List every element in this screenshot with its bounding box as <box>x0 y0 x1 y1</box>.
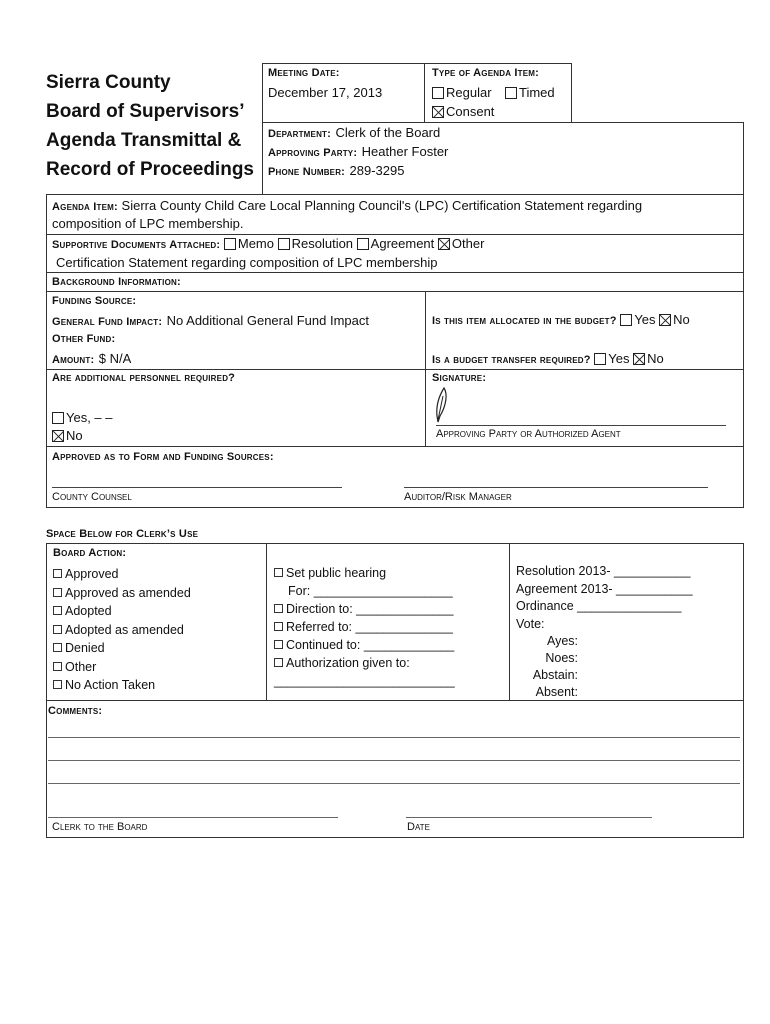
auditor-line[interactable] <box>404 487 708 488</box>
approving-party-value: Heather Foster <box>361 144 449 159</box>
supportive-docs-row <box>52 236 484 251</box>
vote-abstain: Abstain: <box>532 668 578 682</box>
no-label: No <box>673 312 690 327</box>
personnel-no-checkbox[interactable] <box>52 430 64 442</box>
comment-line[interactable] <box>48 737 740 738</box>
for-item[interactable]: For: ____________________ <box>288 584 453 598</box>
form-title <box>46 68 254 184</box>
supportive-docs-label: Supportive Documents Attached: <box>52 239 221 251</box>
direction-checkbox[interactable] <box>274 604 283 613</box>
board-action-text: Adopted as amended <box>65 622 184 637</box>
meeting-date-value: December 17, 2013 <box>268 85 383 100</box>
agenda-type-timed[interactable] <box>505 85 555 100</box>
authorization-checkbox[interactable] <box>274 658 283 667</box>
mid-item-text: Set public hearing <box>286 566 387 580</box>
agenda-type-regular[interactable] <box>432 85 492 100</box>
personnel-no-row[interactable] <box>52 428 83 443</box>
phone-label: Phone Number: <box>268 166 346 178</box>
resolution-label: Resolution <box>291 236 354 251</box>
authorization-item[interactable] <box>274 654 455 672</box>
board-action-list <box>53 565 191 695</box>
signature-line[interactable] <box>436 425 726 426</box>
general-fund-label: General Fund Impact: <box>52 316 163 328</box>
amount-row <box>52 350 131 368</box>
amount-label: Amount: <box>52 354 95 366</box>
direction-item[interactable] <box>274 600 455 618</box>
county-counsel-line[interactable] <box>52 487 342 488</box>
comment-line[interactable] <box>48 760 740 761</box>
personnel-yes-row[interactable] <box>52 410 113 425</box>
funding-source-label: Funding Source: <box>52 295 137 307</box>
department-value: Clerk of the Board <box>335 125 441 140</box>
regular-checkbox[interactable] <box>432 87 444 99</box>
title-line: Agenda Transmittal & <box>46 130 242 151</box>
title-line: Board of Supervisors’ <box>46 101 245 122</box>
timed-checkbox[interactable] <box>505 87 517 99</box>
board-action-text: Denied <box>65 641 105 655</box>
vote-label: Vote: <box>516 616 545 631</box>
other-checkbox[interactable] <box>438 238 450 250</box>
agreement-label: Agreement <box>370 236 435 251</box>
denied-checkbox[interactable] <box>53 643 62 652</box>
set-hearing-checkbox[interactable] <box>274 568 283 577</box>
agreement-number[interactable]: Agreement 2013- ___________ <box>516 581 693 596</box>
agenda-item-line2: composition of LPC membership. <box>52 216 244 231</box>
agenda-item-text: Sierra County Child Care Local Planning Council's (LPC) Certification Statement regarding <box>121 198 643 213</box>
board-action-item[interactable] <box>53 621 191 640</box>
department-label: Department: <box>268 128 331 140</box>
adopted-checkbox[interactable] <box>53 606 62 615</box>
adopted-amended-checkbox[interactable] <box>53 625 62 634</box>
mid-item-text: Referred to: ______________ <box>286 620 453 634</box>
budget-allocated-yes-checkbox[interactable] <box>620 314 632 326</box>
title-line: Sierra County <box>46 72 171 93</box>
personnel-question: Are additional personnel required? <box>52 372 236 384</box>
general-fund-row <box>52 312 369 330</box>
referred-checkbox[interactable] <box>274 622 283 631</box>
date-line[interactable] <box>406 817 652 818</box>
no-label: No <box>647 351 664 366</box>
quill-pen-icon <box>432 386 450 424</box>
consent-checkbox[interactable] <box>432 106 444 118</box>
board-action-item[interactable] <box>53 676 191 695</box>
agenda-type-label: Type of Agenda Item: <box>432 67 540 79</box>
approved-checkbox[interactable] <box>53 569 62 578</box>
memo-checkbox[interactable] <box>224 238 236 250</box>
board-action-item[interactable] <box>53 639 191 658</box>
other-fund-label: Other Fund: <box>52 333 116 345</box>
budget-allocated-question: Is this item allocated in the budget? <box>432 315 617 327</box>
agenda-item-line1 <box>52 198 642 213</box>
comments-label: Comments: <box>48 705 103 717</box>
phone-row <box>268 162 404 180</box>
timed-label: Timed <box>519 85 555 100</box>
signature-caption: Approving Party or Authorized Agent <box>436 428 621 440</box>
yes-label: Yes <box>608 351 630 366</box>
authorization-line[interactable]: __________________________ <box>274 674 455 688</box>
approved-amended-checkbox[interactable] <box>53 588 62 597</box>
signature-label: Signature: <box>432 372 487 384</box>
budget-transfer-question: Is a budget transfer required? <box>432 354 591 366</box>
approving-party-label: Approving Party: <box>268 147 358 159</box>
approved-label: Approved as to Form and Funding Sources: <box>52 451 274 463</box>
referred-item[interactable] <box>274 618 455 636</box>
budget-transfer-no-checkbox[interactable] <box>633 353 645 365</box>
county-counsel-label: County Counsel <box>52 491 132 503</box>
auditor-label: Auditor/Risk Manager <box>404 491 512 503</box>
budget-transfer-yes-checkbox[interactable] <box>594 353 606 365</box>
vote-ayes: Ayes: <box>546 634 578 648</box>
clerk-label: Clerk to the Board <box>52 821 148 833</box>
budget-allocated-no-checkbox[interactable] <box>659 314 671 326</box>
board-action-text: Approved as amended <box>65 585 191 600</box>
background-label: Background Information: <box>52 276 181 288</box>
board-action-item[interactable] <box>53 584 191 603</box>
no-action-checkbox[interactable] <box>53 680 62 689</box>
ordinance-number[interactable]: Ordinance _______________ <box>516 599 682 613</box>
vote-absent: Absent: <box>535 685 578 699</box>
comment-line[interactable] <box>48 783 740 784</box>
approving-party-row <box>268 143 448 161</box>
title-line: Record of Proceedings <box>46 159 254 180</box>
yes-label: Yes <box>634 312 656 327</box>
personnel-yes-checkbox[interactable] <box>52 412 64 424</box>
agreement-checkbox[interactable] <box>357 238 369 250</box>
clerk-signature-line[interactable] <box>48 817 338 818</box>
board-action-item[interactable] <box>53 602 191 621</box>
mid-item-text: Continued to: _____________ <box>286 638 455 652</box>
mid-item-text: Authorization given to: <box>286 656 410 670</box>
board-action-text: Approved <box>65 567 119 581</box>
continued-checkbox[interactable] <box>274 640 283 649</box>
board-action-item[interactable] <box>53 565 191 584</box>
resolution-number[interactable]: Resolution 2013- ___________ <box>516 564 691 578</box>
set-hearing-item[interactable] <box>274 564 455 582</box>
date-label: Date <box>407 821 430 833</box>
clerk-mid-list <box>274 564 455 690</box>
phone-value: 289-3295 <box>349 163 405 178</box>
board-action-text: No Action Taken <box>65 678 156 692</box>
continued-item[interactable] <box>274 636 455 654</box>
general-fund-value: No Additional General Fund Impact <box>166 313 369 328</box>
vote-list <box>516 633 578 701</box>
budget-allocated-row <box>432 312 690 327</box>
board-action-item[interactable] <box>53 658 191 677</box>
board-action-label: Board Action: <box>53 547 127 559</box>
board-action-text: Adopted <box>65 604 112 618</box>
other-label: Other <box>451 236 485 251</box>
agenda-item-label: Agenda Item: <box>52 201 118 213</box>
supportive-docs-other-text: Certification Statement regarding composition of LPC membership <box>56 255 438 270</box>
amount-value: $ N/A <box>98 351 132 366</box>
consent-label: Consent <box>446 104 495 119</box>
clerk-right-list <box>516 563 693 633</box>
budget-transfer-row <box>432 351 664 366</box>
meeting-date-label: Meeting Date: <box>268 67 340 79</box>
vote-noes: Noes: <box>545 651 578 665</box>
clerk-section-header: Space Below for Clerk’s Use <box>46 528 199 540</box>
mid-item-text: Direction to: ______________ <box>286 602 454 616</box>
regular-label: Regular <box>446 85 492 100</box>
memo-label: Memo <box>237 236 274 251</box>
department-row <box>268 124 440 142</box>
resolution-checkbox[interactable] <box>278 238 290 250</box>
personnel-no-label: No <box>66 428 83 443</box>
agenda-type-consent[interactable] <box>432 104 494 119</box>
other-action-checkbox[interactable] <box>53 662 62 671</box>
personnel-yes-label: Yes, – – <box>66 410 113 425</box>
board-action-text: Other <box>65 659 97 674</box>
